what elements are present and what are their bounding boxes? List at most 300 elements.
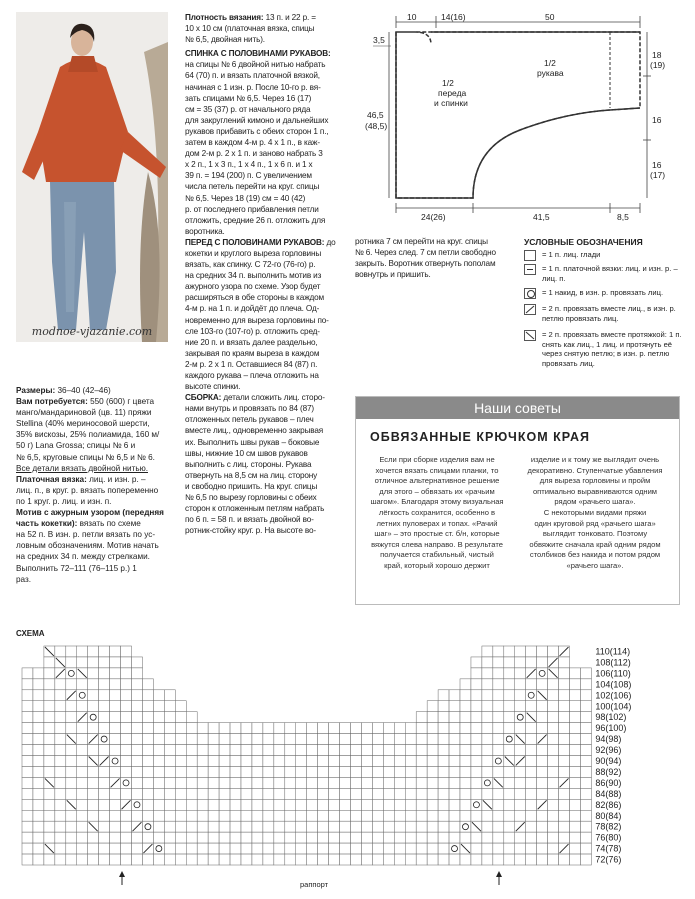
chart-cell — [55, 821, 66, 832]
chart-cell — [383, 799, 394, 810]
chart-cell — [482, 723, 493, 734]
chart-cell — [482, 777, 493, 788]
chart-cell — [197, 777, 208, 788]
chart-cell — [274, 799, 285, 810]
front-line: 2-м р. 2 х 1 п. Оставшиеся 84 (87) п. — [185, 359, 318, 369]
chart-cell — [241, 854, 252, 865]
sizes-label: Размеры: — [16, 386, 56, 395]
chart-cell — [175, 788, 186, 799]
chart-cell — [121, 821, 132, 832]
row-label: 96(100) — [595, 723, 627, 734]
assembly-line: отвернуть на 8,5 см на лиц. сторону — [185, 470, 318, 480]
chart-cell — [580, 712, 591, 723]
chart-cell — [449, 723, 460, 734]
chart-cell — [570, 690, 581, 701]
chart-cell — [142, 723, 153, 734]
chart-cell — [427, 745, 438, 756]
chart-cell — [241, 799, 252, 810]
chart-cell — [526, 690, 537, 701]
chart-cell — [329, 745, 340, 756]
chart-cell — [318, 799, 329, 810]
chart-cell — [285, 766, 296, 777]
chart-cell — [164, 810, 175, 821]
chart-cell — [460, 723, 471, 734]
front-text — [185, 248, 345, 392]
advice-line: летних пуловерах и топах. «Рачий — [376, 518, 498, 528]
chart-cell — [99, 723, 110, 734]
chart-cell — [88, 690, 99, 701]
chart-cell — [526, 657, 537, 668]
chart-cell — [153, 723, 164, 734]
chart-cell — [230, 766, 241, 777]
chart-cell — [405, 821, 416, 832]
assembly-line: ротник-стойку круг. р. На высоте во- — [185, 526, 316, 536]
need-line: манго/мандариновой (цв. 11) пряжи — [16, 408, 152, 418]
chart-cell — [88, 854, 99, 865]
assembly-line: № 6,5 по вырезу горловины с обеих — [185, 493, 317, 503]
chart-cell — [197, 734, 208, 745]
chart-cell — [285, 810, 296, 821]
chart-cell — [383, 788, 394, 799]
chart-cell — [449, 766, 460, 777]
need-line: № 6,5, круговые спицы № 6,5 и № 6. — [16, 452, 155, 462]
dim-left-top: 3,5 — [373, 35, 385, 45]
chart-cell — [307, 821, 318, 832]
chart-cell — [405, 756, 416, 767]
chart-cell — [559, 832, 570, 843]
chart-cell — [44, 679, 55, 690]
chart-cell — [142, 756, 153, 767]
chart-cell — [318, 810, 329, 821]
chart-cell — [361, 843, 372, 854]
chart-cell — [33, 832, 44, 843]
chart-cell — [493, 832, 504, 843]
chart-cell — [394, 788, 405, 799]
chart-cell — [44, 723, 55, 734]
advice-line: хочется вязать спицами планки, то — [375, 465, 499, 475]
chart-cell — [438, 723, 449, 734]
chart-cell — [537, 668, 548, 679]
row-label: 90(94) — [595, 756, 622, 766]
chart-cell — [285, 799, 296, 810]
chart-cell — [285, 723, 296, 734]
chart-cell — [471, 756, 482, 767]
chart-cell — [329, 821, 340, 832]
chart-cell — [55, 701, 66, 712]
chart-cell — [121, 723, 132, 734]
chart-cell — [559, 766, 570, 777]
chart-cell — [241, 832, 252, 843]
chart-cell — [318, 777, 329, 788]
chart-cell — [438, 712, 449, 723]
chart-cell — [44, 821, 55, 832]
chart-cell — [132, 745, 143, 756]
advice-box — [355, 396, 680, 605]
chart-cell — [296, 799, 307, 810]
chart-cell — [22, 690, 33, 701]
chart-cell — [482, 745, 493, 756]
chart-cell — [361, 734, 372, 745]
chart-cell — [515, 646, 526, 657]
chart-cell — [372, 777, 383, 788]
chart-cell — [88, 799, 99, 810]
advice-line: изделие и к тому же выглядит очень — [530, 455, 660, 464]
chart-cell — [471, 832, 482, 843]
chart-cell — [515, 657, 526, 668]
need-label: Вам потребуется: — [16, 397, 88, 407]
chart-cell — [482, 668, 493, 679]
chart-cell — [164, 701, 175, 712]
chart-cell — [164, 690, 175, 701]
chart-cell — [526, 646, 537, 657]
chart-cell — [77, 690, 88, 701]
chart-cell — [285, 821, 296, 832]
chart-cell — [142, 701, 153, 712]
chart-cell — [548, 810, 559, 821]
assembly-line: детали сложить лиц. сторо- — [223, 393, 325, 403]
assembly-line: по 6 п. = 58 п. и вязать двойной во- — [185, 515, 314, 525]
chart-cell — [340, 832, 351, 843]
chart-cell — [548, 766, 559, 777]
stockinette-line: по 1 круг. р. лиц. и изн. п. — [16, 496, 112, 506]
chart-cell — [77, 646, 88, 657]
chart-cell — [526, 734, 537, 745]
chart-cell — [307, 810, 318, 821]
chart-cell — [372, 745, 383, 756]
chart-cell — [55, 712, 66, 723]
chart-cell — [372, 821, 383, 832]
chart-cell — [121, 668, 132, 679]
chart-cell — [241, 788, 252, 799]
watermark-text: modnoe-vjazanie.com — [31, 325, 153, 338]
chart-cell — [77, 799, 88, 810]
chart-cell — [416, 745, 427, 756]
chart-cell — [88, 788, 99, 799]
chart-cell — [252, 810, 263, 821]
chart-cell — [580, 777, 591, 788]
chart-cell — [559, 854, 570, 865]
advice-line: выглядит тонковато. Поэтому — [542, 529, 648, 539]
dim-left-total: 46,5 — [367, 110, 384, 120]
chart-cell — [230, 810, 241, 821]
body-label: и спинки — [434, 98, 468, 108]
chart-cell — [329, 843, 340, 854]
back-line: начиная с 1 изн. р. После 10-го р. вя- — [185, 82, 321, 92]
chart-cell — [449, 701, 460, 712]
chart-cell — [296, 854, 307, 865]
chart-cell — [99, 788, 110, 799]
chart-cell — [33, 821, 44, 832]
chart-cell — [394, 821, 405, 832]
chart-cell — [548, 646, 559, 657]
chart-cell — [186, 777, 197, 788]
chart-cell — [515, 712, 526, 723]
chart-cell — [504, 734, 515, 745]
chart-cell — [110, 690, 121, 701]
chart-cell — [263, 756, 274, 767]
chart-cell — [230, 854, 241, 865]
assembly-line: сторон к отложенным петлям набрать — [185, 504, 325, 514]
chart-cell — [537, 832, 548, 843]
back-line: 39 п. = 194 (200) п. С увеличением — [185, 171, 312, 181]
chart-cell — [208, 766, 219, 777]
chart-cell — [471, 854, 482, 865]
chart-cell — [142, 690, 153, 701]
chart-cell — [515, 723, 526, 734]
chart-cell — [559, 788, 570, 799]
chart-cell — [416, 843, 427, 854]
chart-cell — [132, 799, 143, 810]
chart-cell — [110, 821, 121, 832]
assembly-line: выполнить с лиц. стороны. Рукава — [185, 459, 312, 469]
chart-cell — [33, 690, 44, 701]
chart-cell — [197, 766, 208, 777]
chart-cell — [493, 821, 504, 832]
chart-cell — [449, 788, 460, 799]
chart-cell — [329, 766, 340, 777]
chart-cell — [361, 854, 372, 865]
chart-cell — [99, 679, 110, 690]
chart-cell — [186, 832, 197, 843]
chart-cell — [197, 854, 208, 865]
chart-cell — [88, 668, 99, 679]
chart-cell — [307, 788, 318, 799]
chart-cell — [274, 832, 285, 843]
legend-text: = 2 п. провязать вместе лиц., в изн. р. петлю провязать лиц. — [542, 304, 676, 323]
chart-cell — [548, 679, 559, 690]
chart-cell — [33, 723, 44, 734]
chart-cell — [482, 756, 493, 767]
chart-cell — [142, 832, 153, 843]
chart-cell — [482, 712, 493, 723]
chart-cell — [570, 788, 581, 799]
dim-left-total: (48,5) — [365, 121, 388, 131]
chart-cell — [449, 756, 460, 767]
chart-cell — [307, 777, 318, 788]
chart-cell — [263, 723, 274, 734]
chart-cell — [121, 745, 132, 756]
chart-cell — [340, 799, 351, 810]
row-label: 88(92) — [595, 766, 622, 777]
chart-cell — [438, 745, 449, 756]
chart-cell — [22, 843, 33, 854]
motif-line: на 52 п. В изн. р. петли вязать по ус- — [16, 530, 156, 540]
chart-cell — [66, 854, 77, 865]
chart-cell — [285, 843, 296, 854]
chart-cell — [132, 657, 143, 668]
chart-cell — [416, 832, 427, 843]
chart-cell — [570, 766, 581, 777]
row-label: 84(88) — [595, 788, 622, 799]
chart-cell — [132, 756, 143, 767]
chart-cell — [559, 690, 570, 701]
need-line: 550 (600) г цвета — [90, 397, 155, 407]
chart-cell — [142, 810, 153, 821]
chart-cell — [186, 788, 197, 799]
dim-bottom: 24(26) — [421, 212, 446, 222]
chart-cell — [515, 701, 526, 712]
collar-line: вовнутрь и пришить. — [355, 270, 431, 280]
chart-cell — [99, 712, 110, 723]
chart-cell — [219, 832, 230, 843]
chart-cell — [22, 854, 33, 865]
chart-cell — [241, 777, 252, 788]
chart-cell — [164, 745, 175, 756]
chart-cell — [77, 854, 88, 865]
chart-cell — [164, 734, 175, 745]
chart-cell — [22, 701, 33, 712]
chart-cell — [493, 799, 504, 810]
chart-cell — [416, 799, 427, 810]
chart-cell — [274, 788, 285, 799]
chart-cell — [548, 745, 559, 756]
chart-cell — [329, 832, 340, 843]
chart-cell — [66, 745, 77, 756]
chart-cell — [460, 679, 471, 690]
chart-cell — [405, 810, 416, 821]
chart-cell — [230, 832, 241, 843]
chart-cell — [405, 843, 416, 854]
chart-cell — [515, 777, 526, 788]
chart-cell — [153, 756, 164, 767]
chart-cell — [55, 745, 66, 756]
chart-cell — [548, 821, 559, 832]
knitting-chart — [0, 640, 695, 899]
chart-cell — [580, 799, 591, 810]
chart-cell — [526, 745, 537, 756]
back-line: числа петель перейти на круг. спицы — [185, 182, 320, 192]
chart-cell — [548, 799, 559, 810]
chart-cell — [22, 723, 33, 734]
chart-cell — [230, 821, 241, 832]
chart-cell — [153, 701, 164, 712]
chart-cell — [99, 657, 110, 668]
chart-cell — [66, 668, 77, 679]
chart-cell — [219, 821, 230, 832]
chart-cell — [132, 766, 143, 777]
motif-line: Выполнить 72–111 (76–115 р.) 1 — [16, 563, 137, 573]
chart-cell — [110, 701, 121, 712]
chart-cell — [526, 723, 537, 734]
assembly-line: отложенных петель рукавов – плеч — [185, 415, 314, 425]
chart-cell — [559, 668, 570, 679]
chart-cell — [548, 843, 559, 854]
chart-cell — [252, 723, 263, 734]
chart-cell — [263, 810, 274, 821]
need-line: Stellina (40% мериносовой шерсти, — [16, 419, 150, 429]
chart-cell — [493, 668, 504, 679]
chart-cell — [208, 799, 219, 810]
advice-line: вяжутся слева направо. В результате — [371, 539, 503, 549]
advice-line: обвяжите сначала край одним рядом — [529, 539, 661, 549]
chart-cell — [372, 832, 383, 843]
chart-cell — [99, 734, 110, 745]
chart-cell — [329, 788, 340, 799]
dim-top-sleeve: 50 — [545, 12, 555, 22]
chart-cell — [405, 799, 416, 810]
chart-cell — [383, 832, 394, 843]
sweater-model-image — [16, 12, 168, 342]
chart-cell — [77, 788, 88, 799]
chart-cell — [526, 843, 537, 854]
chart-cell — [570, 843, 581, 854]
chart-cell — [274, 843, 285, 854]
chart-cell — [340, 854, 351, 865]
chart-cell — [307, 756, 318, 767]
chart-cell — [99, 745, 110, 756]
chart-cell — [121, 701, 132, 712]
legend-item — [524, 264, 682, 283]
chart-cell — [526, 701, 537, 712]
chart-cell — [427, 788, 438, 799]
chart-cell — [99, 646, 110, 657]
advice-column-left — [366, 455, 508, 572]
chart-cell — [208, 821, 219, 832]
chart-cell — [33, 679, 44, 690]
chart-cell — [416, 788, 427, 799]
chart-cell — [504, 777, 515, 788]
chart-cell — [515, 745, 526, 756]
chart-cell — [515, 810, 526, 821]
chart-cell — [88, 843, 99, 854]
chart-cell — [471, 810, 482, 821]
chart-cell — [482, 646, 493, 657]
chart-cell — [307, 832, 318, 843]
chart-cell — [537, 701, 548, 712]
chart-cell — [460, 701, 471, 712]
advice-line: один круговой ряд «рачьего шага» — [534, 518, 656, 528]
chart-cell — [559, 679, 570, 690]
chart-cell — [471, 799, 482, 810]
need-line: 35% вискозы, 25% полиамида, 160 м/ — [16, 430, 160, 440]
chart-cell — [460, 832, 471, 843]
instructions-column — [185, 12, 345, 536]
chart-cell — [44, 766, 55, 777]
front-line: сле 103-го (107-го) р. отложить сред- — [185, 326, 320, 336]
chart-cell — [526, 756, 537, 767]
chart-cell — [66, 646, 77, 657]
chart-cell — [570, 777, 581, 788]
chart-cell — [570, 745, 581, 756]
chart-cell — [307, 734, 318, 745]
motif-line: ловным обозначениям. Мотив начать — [16, 541, 159, 551]
chart-cell — [197, 843, 208, 854]
chart-cell — [77, 832, 88, 843]
chart-cell — [460, 766, 471, 777]
legend-item — [524, 288, 682, 299]
chart-cell — [88, 657, 99, 668]
chart-cell — [515, 690, 526, 701]
circle-cell-icon — [524, 288, 536, 299]
chart-cell — [230, 777, 241, 788]
chart-cell — [504, 810, 515, 821]
chart-cell — [66, 723, 77, 734]
chart-cell — [537, 777, 548, 788]
dim-right: (19) — [650, 60, 666, 70]
chart-cell — [99, 799, 110, 810]
chart-cell — [482, 690, 493, 701]
chart-cell — [318, 843, 329, 854]
chart-cell — [142, 745, 153, 756]
chart-cell — [44, 832, 55, 843]
chart-cell — [252, 756, 263, 767]
chart-cell — [252, 854, 263, 865]
chart-cell — [285, 788, 296, 799]
advice-line: отличное альтернативное решение — [374, 476, 500, 486]
front-line: закрывая по краям выреза в каждом — [185, 348, 320, 358]
chart-cell — [526, 821, 537, 832]
schema-title: СХЕМА — [16, 629, 45, 638]
